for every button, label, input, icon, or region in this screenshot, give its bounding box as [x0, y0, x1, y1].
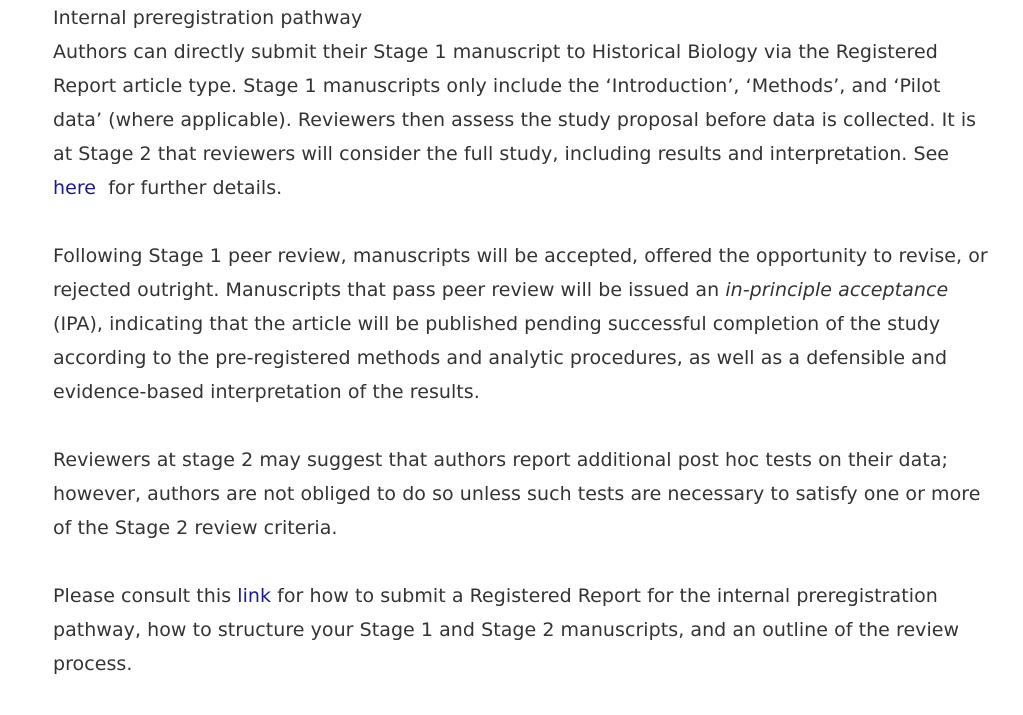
paragraph-text: Please consult this	[53, 585, 238, 607]
emphasis-ipa: in-principle acceptance	[725, 279, 949, 301]
section-heading: Internal preregistration pathway	[53, 7, 363, 29]
paragraph-peer-review	[53, 239, 993, 409]
paragraph-consult-link	[53, 579, 993, 681]
paragraph-text: Following Stage 1 peer review, manuscripts will be accepted, offered the opportunity to revise, or rejected outright. Manuscripts that pass peer review will be issued an	[53, 245, 988, 301]
paragraph-text: Reviewers at stage 2 may suggest that authors report additional post hoc tests on their data; however, authors are not obliged to do so unless such tests are necessary to satisfy one or more of the Stage 2 review criteria.	[53, 449, 981, 539]
consult-link[interactable]: link	[237, 585, 272, 607]
paragraph-text: (IPA), indicating that the article will be published pending successful completion of the study according to the pre-registered methods and analytic procedures, as well as a defensible and evidence-based interpretation of the results.	[53, 313, 948, 403]
article-body	[53, 1, 993, 715]
paragraph-text: Authors can directly submit their Stage 1 manuscript to Historical Biology via the Registered Report article type. Stage 1 manuscripts only include the ‘Introduction’, ‘Methods’, and ‘Pilot data’ (where applicable). Reviewers then assess the study proposal before data is collected. It is at Stage 2 that reviewers will consider the full study, including results and interpretation. See	[53, 41, 977, 165]
paragraph-stage2-reviewers	[53, 443, 993, 545]
paragraph-stage1-submission	[53, 35, 993, 205]
paragraph-text: for how to submit a Registered Report for the internal preregistration pathway, how to structure your Stage 1 and Stage 2 manuscripts, and an outline of the review process.	[53, 585, 960, 675]
here-link[interactable]: here	[53, 177, 97, 199]
paragraph-text: for further details.	[96, 177, 283, 199]
